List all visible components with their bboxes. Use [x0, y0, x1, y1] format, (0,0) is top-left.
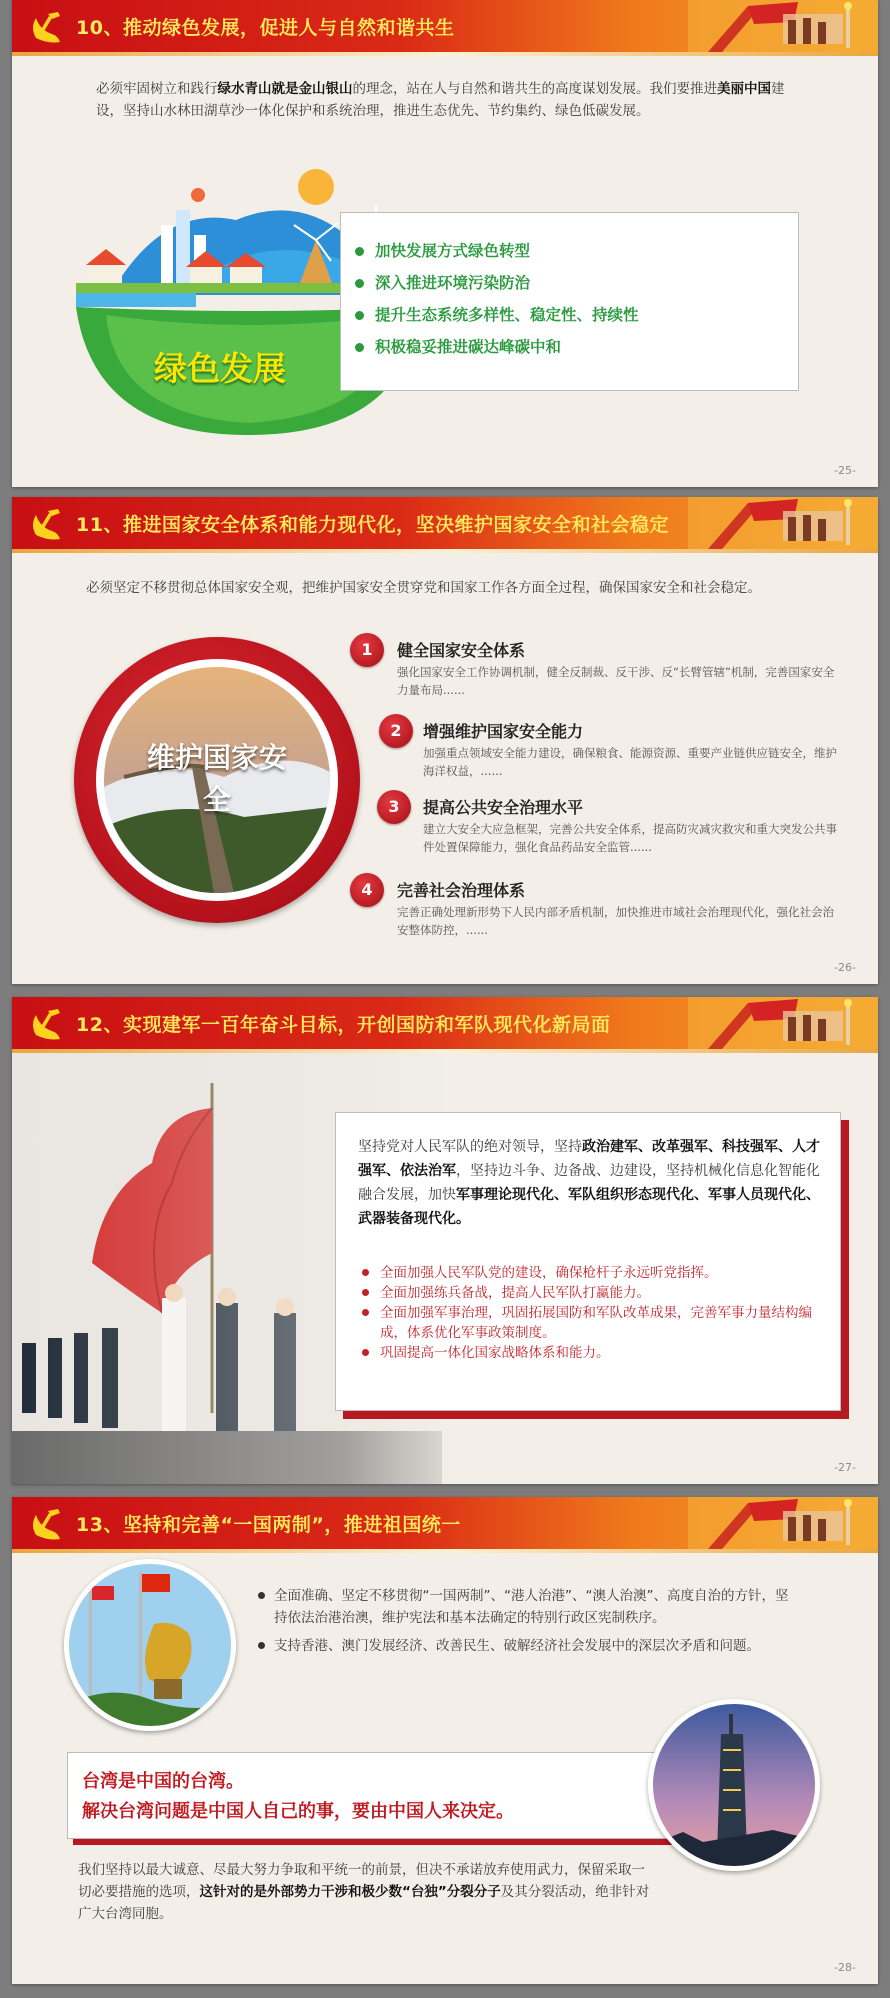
- list-item: 积极稳妥推进碳达峰碳中和: [375, 331, 798, 363]
- slide-header: [12, 997, 878, 1049]
- intro-paragraph: 必须坚定不移贯彻总体国家安全观，把维护国家安全贯穿党和国家工作各方面全过程，确保国家安全和社会稳定。: [86, 580, 761, 596]
- military-card: [335, 1112, 841, 1411]
- slide-title: 10、推动绿色发展，促进人与自然和谐共生: [76, 17, 455, 39]
- taipei-101-image: [648, 1699, 820, 1871]
- party-emblem-icon: [28, 505, 64, 541]
- item-title: 增强维护国家安全能力: [423, 722, 584, 741]
- intro-text: 必须牢固树立和践行: [96, 81, 218, 97]
- graphic-label: 绿色发展: [154, 349, 286, 388]
- slide-26: [12, 497, 878, 984]
- slide-header: [12, 497, 878, 549]
- closing-paragraph: [78, 1859, 653, 1925]
- intro-paragraph: [96, 78, 806, 122]
- item-number: 3: [377, 790, 411, 824]
- slide-title: 12、实现建军一百年奋斗目标，开创国防和军队现代化新局面: [76, 1014, 611, 1036]
- list-item: 全面加强练兵备战，提高人民军队打赢能力。: [380, 1283, 826, 1303]
- intro-text: 建设，坚持山水林田湖草沙一体化保护和系统治理，推进生态优先、节约集约、绿色低碳发展。: [96, 81, 785, 119]
- party-emblem-icon: [28, 1505, 64, 1541]
- item-title: 提高公共安全治理水平: [423, 798, 584, 817]
- slide-25: [12, 0, 878, 487]
- closing-text: 及其分裂活动，绝非针对广大台湾同胞。: [78, 1884, 650, 1922]
- slide-header: [12, 0, 878, 52]
- page-number: -26-: [834, 961, 856, 974]
- item-title: 健全国家安全体系: [397, 641, 526, 660]
- item-description: 完善正确处理新形势下人民内部矛盾机制，加快推进市域社会治理现代化，强化社会治安整体防控，......: [397, 905, 834, 937]
- closing-text: 我们坚持以最大诚意、尽最大努力争取和平统一的前景，但决不承诺放弃使用武力，保留采取一切必要措施的选项，: [78, 1862, 645, 1900]
- list-item: 支持香港、澳门发展经济、改善民生、破解经济社会发展中的深层次矛盾和问题。: [274, 1635, 794, 1657]
- page-number: -25-: [834, 464, 856, 477]
- green-bullet-box: [340, 212, 799, 391]
- card-bullets: [380, 1263, 826, 1363]
- item-description: 强化国家安全工作协调机制，健全反制裁、反干涉、反“长臂管辖”机制，完善国家安全力量布局......: [397, 665, 835, 697]
- slide-27: [12, 997, 878, 1484]
- item-number: 2: [379, 714, 413, 748]
- item-description: 建立大安全大应急框架，完善公共安全体系，提高防灾减灾救灾和重大突发公共事件处置保障能力，强化食品药品安全监管......: [423, 822, 837, 854]
- intro-emphasis: 绿水青山就是金山银山: [217, 81, 353, 97]
- hongkong-image: [64, 1559, 236, 1731]
- closing-emphasis: 这针对的是外部势力干涉和极少数“台独”分裂分子: [199, 1884, 501, 1900]
- item-description: 加强重点领域安全能力建设，确保粮食、能源资源、重要产业链供应链安全，维护海洋权益，......: [423, 746, 837, 778]
- intro-emphasis: 政治建军、改革强军、科技强军、人才强军、依法治军: [358, 1139, 820, 1179]
- item-number: 1: [350, 633, 384, 667]
- intro-emphasis: 军事理论现代化、军队组织形态现代化、军事人员现代化、武器装备现代化。: [358, 1187, 820, 1227]
- circle-label: 维护国家安全: [146, 741, 287, 816]
- taiwan-line: 台湾是中国的台湾。: [82, 1771, 244, 1792]
- intro-text: 的理念，站在人与自然和谐共生的高度谋划发展。我们要推进: [352, 81, 717, 97]
- intro-emphasis: 美丽中国: [717, 81, 771, 97]
- header-decoration: [688, 997, 878, 1049]
- page-number: -28-: [834, 1961, 856, 1974]
- hongkong-macau-bullets: [274, 1585, 794, 1663]
- slide-title: 13、坚持和完善“一国两制”，推进祖国统一: [76, 1514, 461, 1536]
- list-item: 深入推进环境污染防治: [375, 267, 798, 299]
- page-number: -27-: [834, 1461, 856, 1474]
- slide-header: [12, 1497, 878, 1549]
- party-emblem-icon: [28, 8, 64, 44]
- taiwan-line: 解决台湾问题是中国人自己的事，要由中国人来决定。: [82, 1801, 514, 1822]
- item-number: 4: [350, 873, 384, 907]
- list-item: 全面准确、坚定不移贯彻“一国两制”、“港人治港”、“澳人治澳”、高度自治的方针，坚持依法治港治澳，维护宪法和基本法确定的特别行政区宪制秩序。: [274, 1585, 794, 1629]
- list-item: 全面加强人民军队党的建设，确保枪杆子永远听党指挥。: [380, 1263, 826, 1283]
- intro-text: ，坚持边斗争、边备战、边建设，坚持机械化信息化智能化融合发展，加快: [358, 1163, 820, 1203]
- slide-28: [12, 1497, 878, 1984]
- intro-text: 坚持党对人民军队的绝对领导，坚持: [358, 1139, 582, 1155]
- list-item: 加快发展方式绿色转型: [375, 235, 798, 267]
- taiwan-statement-box: [67, 1752, 667, 1839]
- header-decoration: [688, 0, 878, 52]
- list-item: 提升生态系统多样性、稳定性、持续性: [375, 299, 798, 331]
- list-item: 全面加强军事治理，巩固拓展国防和军队改革成果，完善军事力量结构编成，体系优化军事政策制度。: [380, 1303, 826, 1343]
- header-decoration: [688, 1497, 878, 1549]
- header-decoration: [688, 497, 878, 549]
- party-emblem-icon: [28, 1005, 64, 1041]
- card-intro: [358, 1135, 826, 1231]
- slide-title: 11、推进国家安全体系和能力现代化，坚决维护国家安全和社会稳定: [76, 514, 669, 536]
- list-item: 巩固提高一体化国家战略体系和能力。: [380, 1343, 826, 1363]
- item-title: 完善社会治理体系: [397, 881, 526, 900]
